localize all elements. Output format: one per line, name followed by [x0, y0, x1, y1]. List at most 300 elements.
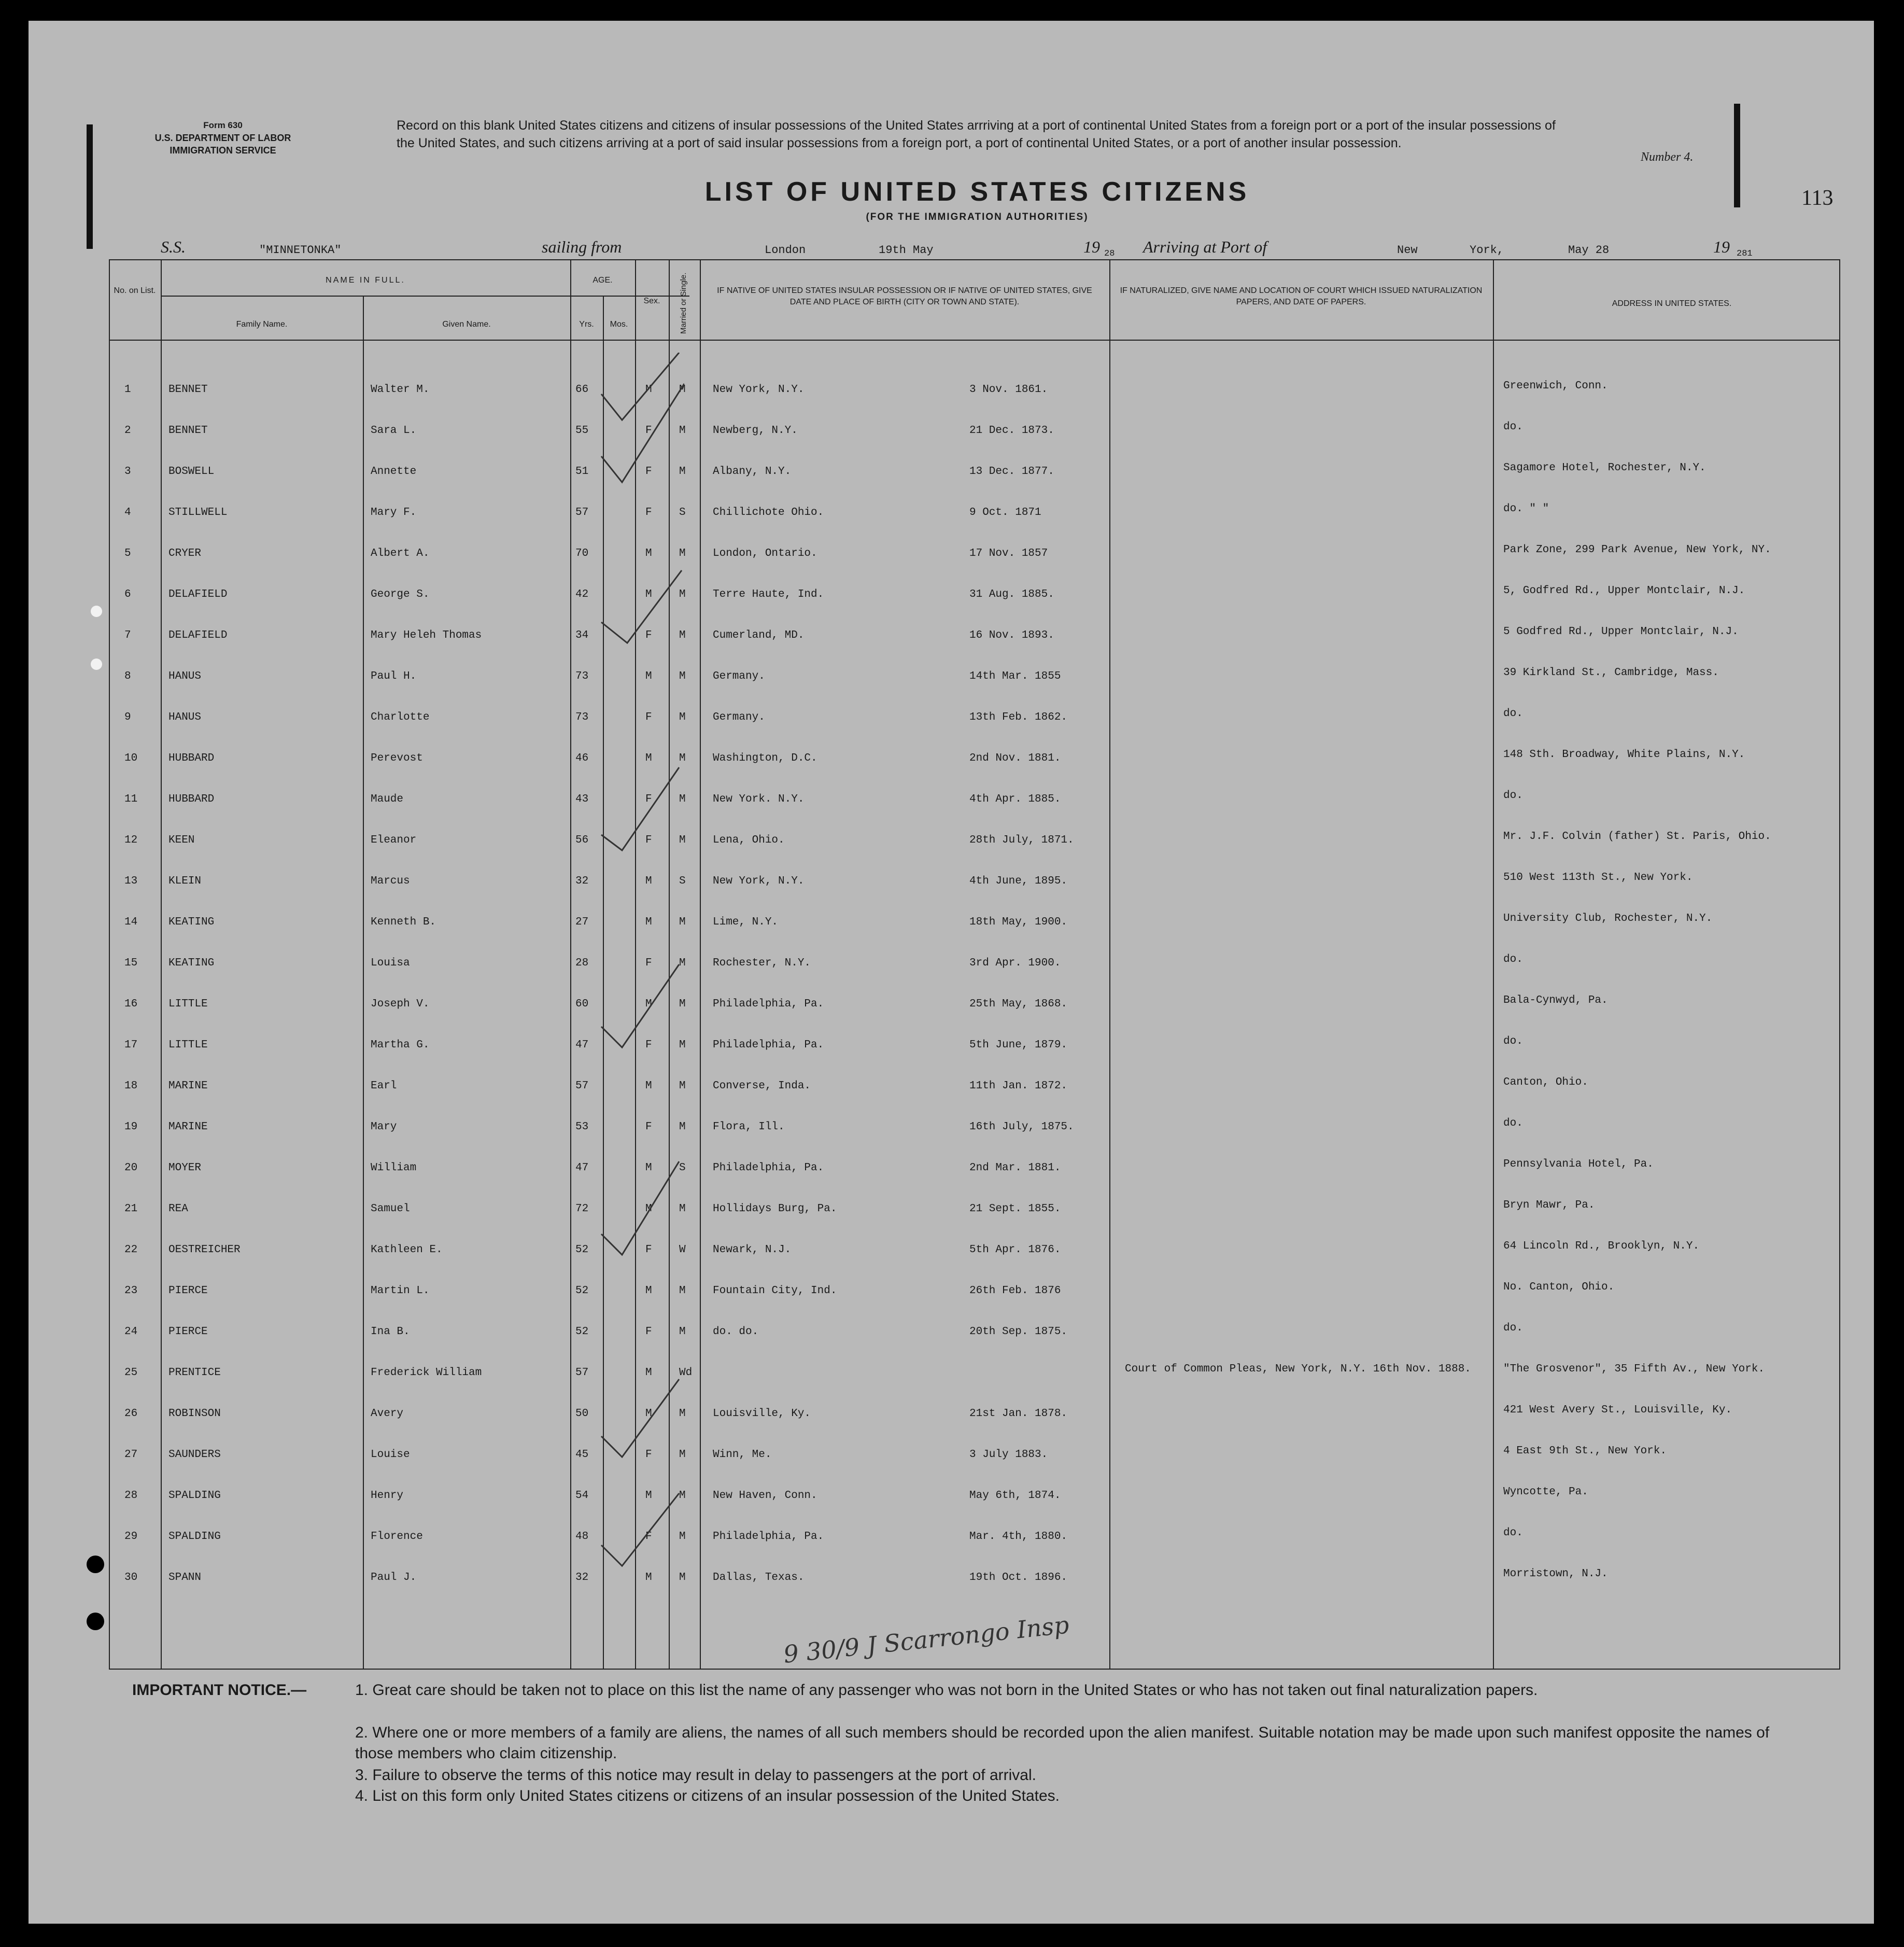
year-1: 28	[1104, 249, 1115, 259]
address: do.	[1503, 954, 1523, 965]
age-years: 34	[575, 629, 589, 641]
marital-status: M	[679, 1326, 686, 1338]
age-years: 57	[575, 507, 589, 519]
address: do.	[1503, 790, 1523, 802]
given-name: Paul J.	[371, 1572, 417, 1584]
marital-status: M	[679, 1490, 686, 1502]
birth-place: London, Ontario.	[713, 548, 817, 559]
birth-place: Philadelphia, Pa.	[713, 998, 824, 1010]
row-number: 3	[124, 466, 131, 478]
address: Greenwich, Conn.	[1503, 380, 1608, 392]
row-number: 24	[124, 1326, 138, 1338]
given-name: Kathleen E.	[371, 1244, 443, 1256]
birth-place: Lena, Ohio.	[713, 834, 785, 846]
age-years: 72	[575, 1203, 589, 1215]
row-number: 10	[124, 752, 138, 764]
family-name: ROBINSON	[168, 1408, 221, 1420]
age-years: 47	[575, 1039, 589, 1051]
age-years: 43	[575, 793, 589, 805]
table-row	[109, 544, 1840, 588]
col-name-in-full: NAME IN FULL.	[326, 276, 405, 285]
naturalization-info: Court of Common Pleas, New York, N.Y. 16th Nov. 1888.	[1125, 1363, 1471, 1375]
marital-status: M	[679, 752, 686, 764]
check-stroke	[601, 1379, 679, 1457]
birth-place: Cumerland, MD.	[713, 629, 805, 641]
sex: F	[645, 629, 652, 641]
birth-place: Rochester, N.Y.	[713, 957, 811, 969]
given-name: Henry	[371, 1490, 404, 1502]
address: 148 Sth. Broadway, White Plains, N.Y.	[1503, 749, 1745, 761]
sex: M	[645, 384, 652, 396]
age-years: 46	[575, 752, 589, 764]
birth-date: 2nd Nov. 1881.	[969, 752, 1061, 764]
birth-place: Newberg, N.Y.	[713, 425, 798, 437]
address: University Club, Rochester, N.Y.	[1503, 913, 1713, 925]
age-years: 53	[575, 1121, 589, 1133]
age-years: 60	[575, 998, 589, 1010]
rule	[161, 296, 689, 297]
birth-date: May 6th, 1874.	[969, 1490, 1061, 1502]
address: 4 East 9th St., New York.	[1503, 1445, 1667, 1457]
given-name: Kenneth B.	[371, 916, 436, 928]
family-name: SPANN	[168, 1572, 202, 1584]
margin-bar-right	[1734, 104, 1740, 207]
check-stroke	[601, 384, 684, 482]
marital-status: S	[679, 875, 686, 887]
birth-place: New Haven, Conn.	[713, 1490, 817, 1502]
family-name: HUBBARD	[168, 793, 215, 805]
age-years: 54	[575, 1490, 589, 1502]
address: Bryn Mawr, Pa.	[1503, 1199, 1595, 1211]
rule	[109, 1669, 1840, 1670]
marital-status: M	[679, 629, 686, 641]
given-name: Louisa	[371, 957, 410, 969]
birth-place: Philadelphia, Pa.	[713, 1039, 824, 1051]
age-years: 55	[575, 425, 589, 437]
marital-status: W	[679, 1244, 686, 1256]
check-stroke	[601, 1493, 679, 1566]
family-name: SAUNDERS	[168, 1449, 221, 1461]
year-prefix-2: 19	[1713, 237, 1730, 256]
birth-date: 19th Oct. 1896.	[969, 1572, 1068, 1584]
address: do.	[1503, 421, 1523, 433]
marital-status: M	[679, 1531, 686, 1543]
address: Pennsylvania Hotel, Pa.	[1503, 1158, 1654, 1170]
sailing-label: sailing from	[542, 237, 622, 256]
birth-date: 3rd Apr. 1900.	[969, 957, 1061, 969]
marital-status: M	[679, 711, 686, 723]
notice-item: 4. List on this form only United States citizens or citizens of an insular possession of the United States.	[355, 1787, 1060, 1804]
sex: F	[645, 957, 652, 969]
family-name: DELAFIELD	[168, 589, 228, 600]
address: do.	[1503, 1035, 1523, 1047]
birth-date: 5th June, 1879.	[969, 1039, 1068, 1051]
sex: M	[645, 589, 652, 600]
birth-place: Washington, D.C.	[713, 752, 817, 764]
given-name: William	[371, 1162, 417, 1174]
birth-place: Albany, N.Y.	[713, 466, 792, 478]
sex: F	[645, 834, 652, 846]
sail-date: 19th May	[879, 244, 934, 257]
birth-date: 18th May, 1900.	[969, 916, 1068, 928]
col-mos: Mos.	[610, 320, 628, 329]
family-name: MARINE	[168, 1121, 208, 1133]
row-number: 1	[124, 384, 131, 396]
sex: M	[645, 998, 652, 1010]
punch-hole	[91, 606, 102, 617]
family-name: PRENTICE	[168, 1367, 221, 1379]
col-given: Given Name.	[442, 320, 491, 329]
family-name: DELAFIELD	[168, 629, 228, 641]
family-name: KEEN	[168, 834, 195, 846]
table-row	[109, 1158, 1840, 1202]
punch-hole	[87, 1556, 104, 1573]
sex: M	[645, 1367, 652, 1379]
age-years: 57	[575, 1080, 589, 1092]
table-row	[109, 872, 1840, 916]
given-name: Florence	[371, 1531, 423, 1543]
age-years: 32	[575, 875, 589, 887]
col-sex: Sex.	[643, 297, 660, 305]
row-number: 28	[124, 1490, 138, 1502]
sex: M	[645, 916, 652, 928]
given-name: Mary	[371, 1121, 397, 1133]
row-number: 18	[124, 1080, 138, 1092]
age-years: 32	[575, 1572, 589, 1584]
marital-status: M	[679, 1203, 686, 1215]
marital-status: M	[679, 998, 686, 1010]
address: 64 Lincoln Rd., Brooklyn, N.Y.	[1503, 1240, 1700, 1252]
marital-status: M	[679, 1121, 686, 1133]
given-name: Albert A.	[371, 548, 430, 559]
birth-date: 20th Sep. 1875.	[969, 1326, 1068, 1338]
birth-date: 25th May, 1868.	[969, 998, 1068, 1010]
row-number: 29	[124, 1531, 138, 1543]
given-name: Perevost	[371, 752, 423, 764]
col-no: No. on List.	[114, 286, 156, 295]
row-number: 19	[124, 1121, 138, 1133]
family-name: PIERCE	[168, 1285, 208, 1297]
marital-status: M	[679, 589, 686, 600]
given-name: George S.	[371, 589, 430, 600]
age-years: 51	[575, 466, 589, 478]
row-number: 12	[124, 834, 138, 846]
age-years: 45	[575, 1449, 589, 1461]
row-number: 8	[124, 670, 131, 682]
birth-date: 4th June, 1895.	[969, 875, 1068, 887]
family-name: OESTREICHER	[168, 1244, 241, 1256]
age-years: 52	[575, 1326, 589, 1338]
number-value: 4.	[1684, 150, 1694, 164]
row-number: 27	[124, 1449, 138, 1461]
sex: M	[645, 1162, 652, 1174]
row-number: 21	[124, 1203, 138, 1215]
row-number: 14	[124, 916, 138, 928]
given-name: Walter M.	[371, 384, 430, 396]
row-number: 7	[124, 629, 131, 641]
family-name: LITTLE	[168, 1039, 208, 1051]
given-name: Frederick William	[371, 1367, 482, 1379]
marital-status: M	[679, 793, 686, 805]
address: 5, Godfred Rd., Upper Montclair, N.J.	[1503, 585, 1745, 597]
year-prefix-1: 19	[1083, 237, 1100, 256]
given-name: Maude	[371, 793, 404, 805]
table-row	[109, 1117, 1840, 1161]
col-birth: IF NATIVE OF UNITED STATES INSULAR POSSESSION OR IF NATIVE OF UNITED STATES, GIVE DATE AND PLACE OF BIRTH (CITY OR TOWN AND STATE).	[717, 286, 1092, 306]
age-years: 56	[575, 834, 589, 846]
address: Sagamore Hotel, Rochester, N.Y.	[1503, 462, 1706, 474]
col-yrs: Yrs.	[579, 320, 594, 329]
sex: M	[645, 752, 652, 764]
family-name: KLEIN	[168, 875, 202, 887]
table-row	[109, 913, 1840, 957]
address: Mr. J.F. Colvin (father) St. Paris, Ohio.	[1503, 831, 1771, 843]
table-row	[109, 1035, 1840, 1080]
address: do.	[1503, 708, 1523, 720]
table-row	[109, 1240, 1840, 1284]
birth-place: New York. N.Y.	[713, 793, 805, 805]
age-years: 70	[575, 548, 589, 559]
birth-date: 17 Nov. 1857	[969, 548, 1048, 559]
ship-name: "MINNETONKA"	[259, 244, 342, 257]
sex: F	[645, 507, 652, 519]
birth-date: 21 Sept. 1855.	[969, 1203, 1061, 1215]
birth-date: 5th Apr. 1876.	[969, 1244, 1061, 1256]
marital-status: M	[679, 466, 686, 478]
col-address: ADDRESS IN UNITED STATES.	[1612, 299, 1732, 308]
address: 510 West 113th St., New York.	[1503, 872, 1693, 884]
age-years: 42	[575, 589, 589, 600]
birth-place: Fountain City, Ind.	[713, 1285, 837, 1297]
notice-item: 3. Failure to observe the terms of this notice may result in delay to passengers at the port of arrival.	[355, 1767, 1036, 1784]
birth-date: 2nd Mar. 1881.	[969, 1162, 1061, 1174]
notice-item: 1. Great care should be taken not to place on this list the name of any passenger who was not born in the United States or who has not taken out final naturalization papers.	[355, 1682, 1538, 1699]
age-years: 47	[575, 1162, 589, 1174]
marital-status: M	[679, 1572, 686, 1584]
birth-date: 26th Feb. 1876	[969, 1285, 1061, 1297]
birth-date: 16 Nov. 1893.	[969, 629, 1054, 641]
birth-date: 13 Dec. 1877.	[969, 466, 1054, 478]
col-marital: Married or Single.	[679, 272, 688, 334]
birth-place: Winn, Me.	[713, 1449, 772, 1461]
given-name: Martin L.	[371, 1285, 430, 1297]
marital-status: M	[679, 1408, 686, 1420]
address: Park Zone, 299 Park Avenue, New York, NY.	[1503, 544, 1771, 556]
given-name: Paul H.	[371, 670, 417, 682]
table-row	[109, 1404, 1840, 1448]
birth-place: Germany.	[713, 711, 765, 723]
given-name: Eleanor	[371, 834, 417, 846]
birth-place: New York, N.Y.	[713, 384, 805, 396]
row-number: 9	[124, 711, 131, 723]
punch-hole	[91, 659, 102, 670]
col-age: AGE.	[593, 276, 613, 285]
age-years: 50	[575, 1408, 589, 1420]
given-name: Ina B.	[371, 1326, 410, 1338]
marital-status: M	[679, 384, 686, 396]
marital-status: M	[679, 1039, 686, 1051]
address: Bala-Cynwyd, Pa.	[1503, 994, 1608, 1006]
family-name: HANUS	[168, 670, 202, 682]
birth-place: Terre Haute, Ind.	[713, 589, 824, 600]
age-years: 73	[575, 711, 589, 723]
address: do.	[1503, 1527, 1523, 1539]
number-label: Number	[1641, 150, 1681, 164]
check-stroke	[601, 1161, 679, 1255]
family-name: SPALDING	[168, 1490, 221, 1502]
sex: F	[645, 466, 652, 478]
marital-status: M	[679, 548, 686, 559]
form-number: Form 630	[203, 120, 243, 130]
address: No. Canton, Ohio.	[1503, 1281, 1615, 1293]
check-stroke	[601, 767, 679, 850]
table-row	[109, 667, 1840, 711]
birth-date: 13th Feb. 1862.	[969, 711, 1068, 723]
col-family: Family Name.	[236, 320, 288, 329]
sex: M	[645, 1285, 652, 1297]
address: 5 Godfred Rd., Upper Montclair, N.J.	[1503, 626, 1739, 638]
table-row	[109, 790, 1840, 834]
page-number: 113	[1801, 186, 1834, 210]
birth-place: Newark, N.J.	[713, 1244, 792, 1256]
important-notice	[132, 1680, 1791, 1804]
birth-place: Chillichote Ohio.	[713, 507, 824, 519]
sex: F	[645, 1531, 652, 1543]
marital-status: M	[679, 916, 686, 928]
sex: M	[645, 1408, 652, 1420]
port-2: York,	[1470, 244, 1504, 257]
year-2: 281	[1737, 249, 1753, 259]
check-stroke	[601, 570, 682, 643]
given-name: Annette	[371, 466, 417, 478]
birth-date: 3 Nov. 1861.	[969, 384, 1048, 396]
given-name: Samuel	[371, 1203, 410, 1215]
sex: F	[645, 425, 652, 437]
marital-status: M	[679, 957, 686, 969]
birth-place: Philadelphia, Pa.	[713, 1162, 824, 1174]
table-row	[109, 585, 1840, 629]
address: 39 Kirkland St., Cambridge, Mass.	[1503, 667, 1719, 679]
table-row	[109, 1322, 1840, 1366]
given-name: Joseph V.	[371, 998, 430, 1010]
address: "The Grosvenor", 35 Fifth Av., New York.	[1503, 1363, 1765, 1375]
row-number: 17	[124, 1039, 138, 1051]
birth-date: Mar. 4th, 1880.	[969, 1531, 1068, 1543]
marital-status: Wd	[679, 1367, 693, 1379]
table-row	[109, 1445, 1840, 1489]
table-row	[109, 503, 1840, 547]
notice-lead: IMPORTANT NOTICE.—	[132, 1682, 307, 1699]
marital-status: M	[679, 1449, 686, 1461]
margin-bar-left	[87, 124, 93, 249]
inspector-check-marks	[591, 353, 684, 1576]
sex: M	[645, 1080, 652, 1092]
birth-date: 16th July, 1875.	[969, 1121, 1074, 1133]
address: Morristown, N.J.	[1503, 1568, 1608, 1580]
ss-label: S.S.	[161, 237, 186, 256]
form-header-left	[114, 119, 332, 157]
sex: F	[645, 1244, 652, 1256]
from-port: London	[765, 244, 806, 257]
given-name: Louise	[371, 1449, 410, 1461]
sex: F	[645, 1326, 652, 1338]
marital-status: S	[679, 507, 686, 519]
given-name: Mary F.	[371, 507, 417, 519]
notice-item: 2. Where one or more members of a family are aliens, the names of all such members should be recorded upon the alien manifest. Suitable notation may be made upon such manifest opposite the names of those members who claim citizenship.	[355, 1724, 1770, 1762]
row-number: 6	[124, 589, 131, 600]
birth-date: 31 Aug. 1885.	[969, 589, 1054, 600]
birth-place: Louisville, Ky.	[713, 1408, 811, 1420]
family-name: STILLWELL	[168, 507, 228, 519]
given-name: Martha G.	[371, 1039, 430, 1051]
table-row	[109, 462, 1840, 506]
sex: M	[645, 670, 652, 682]
sex: M	[645, 548, 652, 559]
row-number: 30	[124, 1572, 138, 1584]
age-years: 28	[575, 957, 589, 969]
table-row	[109, 626, 1840, 670]
birth-date: 14th Mar. 1855	[969, 670, 1061, 682]
birth-date: 9 Oct. 1871	[969, 507, 1041, 519]
given-name: Marcus	[371, 875, 410, 887]
family-name: BOSWELL	[168, 466, 215, 478]
col-naturalized: IF NATURALIZED, GIVE NAME AND LOCATION OF COURT WHICH ISSUED NATURALIZATION PAPERS, AND DATE OF PAPERS.	[1120, 286, 1483, 306]
table-row	[109, 831, 1840, 875]
sex: M	[645, 1572, 652, 1584]
row-number: 13	[124, 875, 138, 887]
marital-status: M	[679, 834, 686, 846]
marital-status: M	[679, 425, 686, 437]
page-subtitle: (FOR THE IMMIGRATION AUTHORITIES)	[866, 212, 1089, 222]
row-number: 11	[124, 793, 138, 805]
age-years: 27	[575, 916, 589, 928]
table-row	[109, 708, 1840, 752]
birth-place: do. do.	[713, 1326, 759, 1338]
table-row	[109, 1568, 1840, 1612]
service-name: IMMIGRATION SERVICE	[170, 145, 276, 156]
family-name: BENNET	[168, 384, 208, 396]
table-row	[109, 1486, 1840, 1530]
table-row	[109, 1363, 1840, 1407]
birth-place: Germany.	[713, 670, 765, 682]
arriving-label: Arriving at Port of	[1143, 237, 1267, 256]
birth-date: 11th Jan. 1872.	[969, 1080, 1068, 1092]
birth-date: 4th Apr. 1885.	[969, 793, 1061, 805]
age-years: 57	[575, 1367, 589, 1379]
family-name: LITTLE	[168, 998, 208, 1010]
table-row	[109, 1076, 1840, 1120]
citizen-table	[109, 259, 1840, 1670]
sex: M	[645, 1203, 652, 1215]
sex: F	[645, 793, 652, 805]
table-row	[109, 1281, 1840, 1325]
table-row	[109, 954, 1840, 998]
marital-status: M	[679, 670, 686, 682]
age-years: 52	[575, 1244, 589, 1256]
birth-place: Hollidays Burg, Pa.	[713, 1203, 837, 1215]
arrival-date: May 28	[1568, 244, 1610, 257]
birth-date: 21st Jan. 1878.	[969, 1408, 1068, 1420]
table-row	[109, 1527, 1840, 1571]
family-name: HANUS	[168, 711, 202, 723]
page-title: LIST OF UNITED STATES CITIZENS	[704, 177, 1250, 207]
table-row	[109, 994, 1840, 1039]
row-number: 15	[124, 957, 138, 969]
family-name: PIERCE	[168, 1326, 208, 1338]
address: do.	[1503, 1322, 1523, 1334]
row-number: 23	[124, 1285, 138, 1297]
address: do. " "	[1503, 503, 1549, 515]
